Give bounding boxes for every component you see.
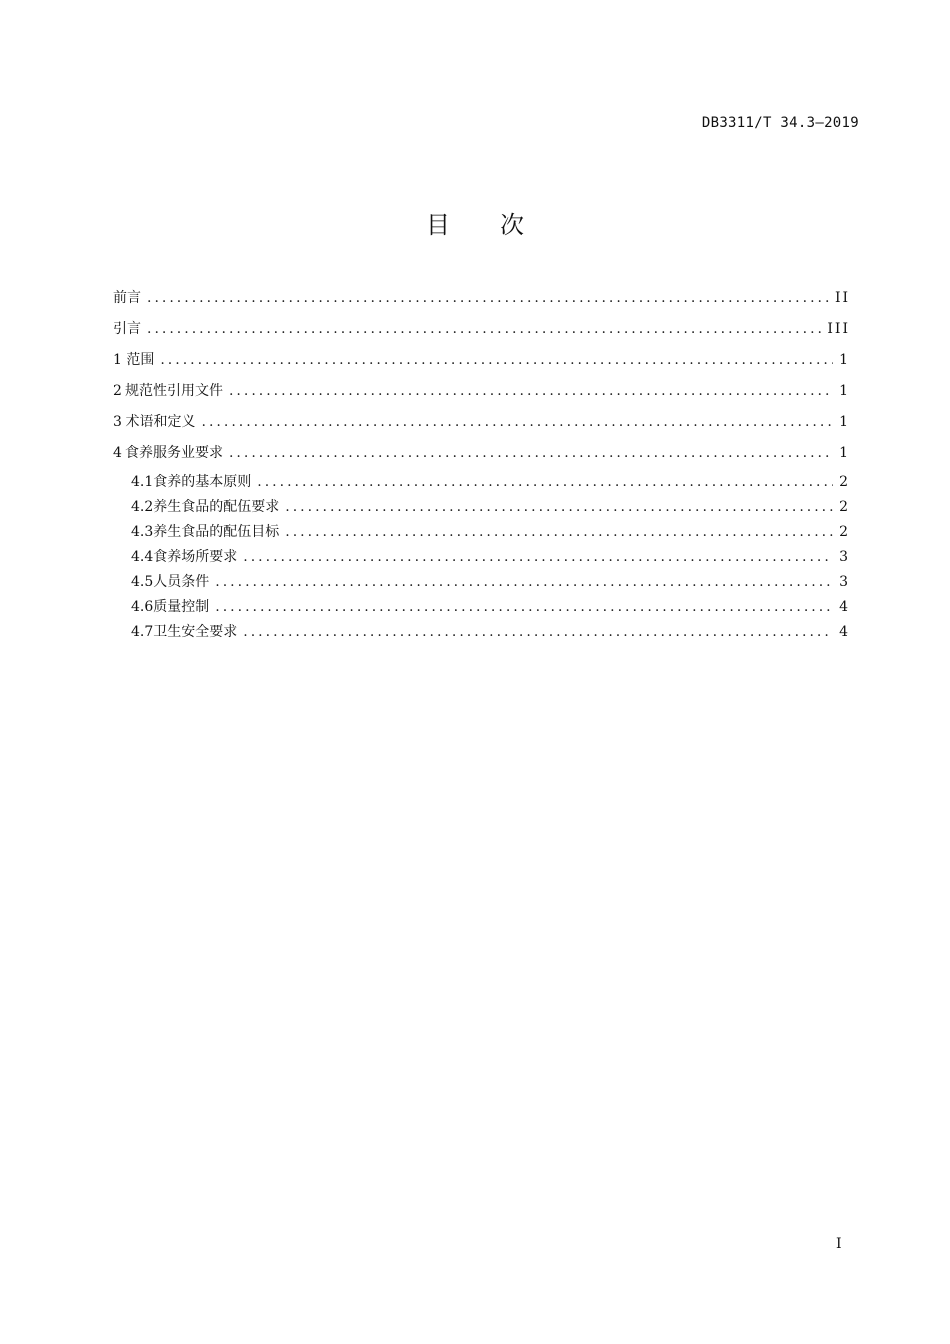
toc-leader-dots bbox=[243, 622, 833, 642]
toc-leader-dots bbox=[285, 497, 833, 517]
toc-entry-page: II bbox=[834, 290, 850, 306]
toc-entry-label: 养生食品的配伍目标 bbox=[153, 524, 280, 540]
toc-entry-scope[interactable] bbox=[113, 348, 850, 379]
toc-leader-dots bbox=[285, 522, 833, 542]
toc-entry-page: 1 bbox=[839, 414, 850, 430]
toc-leader-dots bbox=[229, 441, 833, 465]
toc-leader-dots bbox=[215, 597, 833, 617]
toc-entry-label: 食养的基本原则 bbox=[153, 474, 252, 490]
document-code: DB3311/T 34.3—2019 bbox=[701, 115, 859, 131]
toc-entry-label: 卫生安全要求 bbox=[153, 624, 238, 640]
toc-entry-page: 2 bbox=[839, 524, 850, 540]
toc-entry-page: 4 bbox=[839, 599, 850, 615]
toc-leader-dots bbox=[215, 572, 833, 592]
toc-entry-page: 1 bbox=[839, 352, 850, 368]
toc-entry-page: 1 bbox=[839, 445, 850, 461]
toc-entry-page: 4 bbox=[839, 624, 850, 640]
toc-entry-page: 3 bbox=[839, 574, 850, 590]
toc-entry-page: III bbox=[827, 321, 850, 337]
toc-leader-dots bbox=[147, 317, 821, 341]
toc-entry-label: 范围 bbox=[126, 352, 155, 368]
toc-entry-number: 2 bbox=[113, 383, 122, 399]
toc-entry-service-requirements[interactable] bbox=[113, 441, 850, 472]
toc-entry-number: 4.6 bbox=[131, 599, 154, 615]
toc-entry-4-3[interactable] bbox=[113, 522, 850, 547]
toc-entry-4-6[interactable] bbox=[113, 597, 850, 622]
toc-entry-foreword[interactable] bbox=[113, 286, 850, 317]
toc-entry-number: 4.3 bbox=[131, 524, 154, 540]
toc-entry-label: 质量控制 bbox=[153, 599, 210, 615]
toc-entry-4-5[interactable] bbox=[113, 572, 850, 597]
toc-entry-terms-definitions[interactable] bbox=[113, 410, 850, 441]
toc-entry-4-1[interactable] bbox=[113, 472, 850, 497]
toc-leader-dots bbox=[229, 379, 833, 403]
toc-entry-page: 3 bbox=[839, 549, 850, 565]
toc-entry-page: 1 bbox=[839, 383, 850, 399]
toc-entry-label: 引言 bbox=[113, 321, 141, 337]
toc-entry-number: 4.1 bbox=[131, 474, 154, 490]
toc-entry-number: 4 bbox=[113, 445, 122, 461]
toc-entry-number: 4.2 bbox=[131, 499, 154, 515]
toc-entry-page: 2 bbox=[839, 499, 850, 515]
toc-leader-dots bbox=[160, 348, 833, 372]
toc-entry-label: 食养服务业要求 bbox=[124, 445, 223, 461]
toc-entry-4-2[interactable] bbox=[113, 497, 850, 522]
toc-entry-introduction[interactable] bbox=[113, 317, 850, 348]
page-title: 目次 bbox=[426, 211, 574, 239]
toc-entry-label: 规范性引用文件 bbox=[124, 383, 223, 399]
toc-entry-number: 4.7 bbox=[131, 624, 154, 640]
toc-entry-normative-references[interactable] bbox=[113, 379, 850, 410]
toc-leader-dots bbox=[243, 547, 833, 567]
toc-entry-label: 人员条件 bbox=[153, 574, 210, 590]
toc-entry-4-4[interactable] bbox=[113, 547, 850, 572]
toc-entry-number: 1 bbox=[113, 352, 122, 368]
page-number: I bbox=[836, 1236, 842, 1252]
toc-entry-number: 4.4 bbox=[131, 549, 154, 565]
toc-entry-4-7[interactable] bbox=[113, 622, 850, 647]
toc-entry-page: 2 bbox=[839, 474, 850, 490]
toc-leader-dots bbox=[202, 410, 834, 434]
toc-entry-label: 术语和定义 bbox=[125, 414, 196, 430]
table-of-contents bbox=[113, 286, 850, 647]
toc-entry-label: 前言 bbox=[113, 290, 141, 306]
toc-leader-dots bbox=[257, 472, 833, 492]
toc-leader-dots bbox=[147, 286, 829, 310]
toc-entry-number: 3 bbox=[113, 414, 122, 430]
toc-entry-label: 养生食品的配伍要求 bbox=[153, 499, 280, 515]
toc-entry-number: 4.5 bbox=[131, 574, 154, 590]
toc-entry-label: 食养场所要求 bbox=[153, 549, 238, 565]
